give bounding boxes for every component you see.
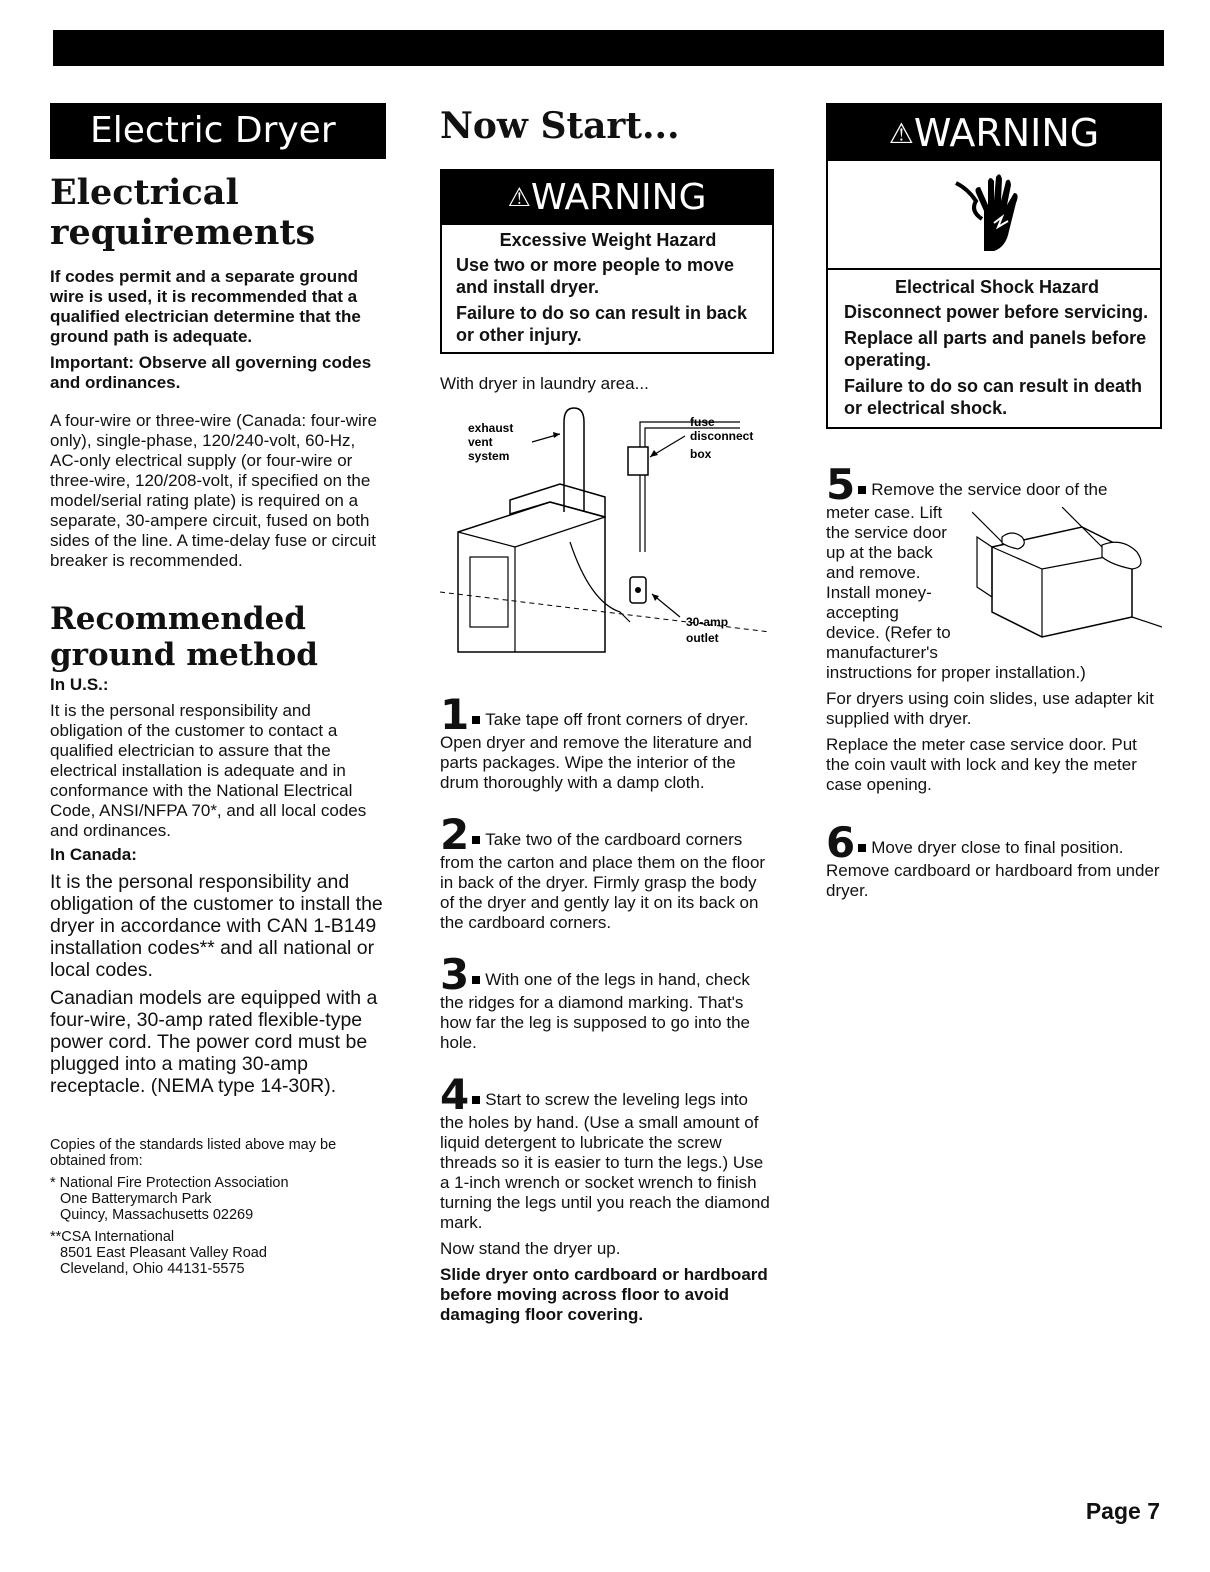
canada-text-1: It is the personal responsibility and obligation of the customer to install the dryer in accordance with CAN 1-B149 installation codes** and all national or local codes. <box>50 871 383 981</box>
shock-warning-line2: Replace all parts and panels before operating. <box>844 328 1147 370</box>
dryer-installation-figure <box>440 402 774 692</box>
step-1: 1 Take tape off front corners of dryer. Open dryer and remove the literature and parts packages. Wipe the interior of the drum thoroughly with a damp cloth. <box>440 690 752 792</box>
reference-nfpa: * National Fire Protection Association One Batterymarch Park Quincy, Massachusetts 02269 <box>50 1175 289 1223</box>
weight-warning-line1: Use two or more people to move and install dryer. <box>456 255 735 297</box>
left-column <box>50 103 386 1277</box>
step-5: 5 Remove the service door of the meter case. Lift the service door up at the back and remove. Install money- accepting device. (Refer to manufacturer's instructions for proper installation.) For dryers using coin slides, use adapter kit supplied with dryer. Replace the meter case service door. Put the coin vault with lock and key the meter case opening. <box>826 467 1162 795</box>
page-title-line2: requirements <box>50 212 316 253</box>
warning-header: ⚠WARNING <box>442 171 772 225</box>
label-disconnect: disconnect <box>690 429 754 443</box>
canada-text-2: Canadian models are equipped with a four-wire, 30-amp rated flexible-type power cord. The power cord must be plugged into a mating 30-amp receptacle. (NEMA type 14-30R). <box>50 987 378 1097</box>
shock-warning-line1: Disconnect power before servicing. <box>844 302 1149 322</box>
laundry-area-caption: With dryer in laundry area... <box>440 374 649 393</box>
now-start-title: Now Start... <box>440 105 680 147</box>
intro-text: If codes permit and a separate ground wire is used, it is recommended that a qualified electrician determine that the ground path is adequate. <box>50 267 361 346</box>
label-outlet: outlet <box>686 631 719 645</box>
top-black-bar <box>53 30 1164 66</box>
canada-label: In Canada: <box>50 845 137 864</box>
copies-note: Copies of the standards listed above may be obtained from: <box>50 1137 337 1169</box>
dryer-illustration <box>440 402 774 692</box>
shock-icon-area <box>828 161 1160 270</box>
warning-header-right: ⚠WARNING <box>828 105 1160 161</box>
supply-requirements: A four-wire or three-wire (Canada: four-wire only), single-phase, 120/240-volt, 60-Hz, AC-only electrical supply (or four-wire or three-wire, 120/208-volt, if specified on the model/serial rating plate) is required on a separate, 30-ampere circuit, fused on both sides of the line. A time-delay fuse or circuit breaker is recommended. <box>50 411 377 570</box>
page-title-line1: Electrical <box>50 172 239 213</box>
middle-column <box>440 103 774 1325</box>
us-label: In U.S.: <box>50 675 109 694</box>
label-exhaust: exhaust <box>468 421 514 435</box>
step-2: 2 Take two of the cardboard corners from the carton and place them on the floor in back of the dryer. Firmly grasp the body of the dryer and gently lay it on its back on the cardboard corners. <box>440 810 766 932</box>
reference-csa: **CSA International 8501 East Pleasant Valley Road Cleveland, Ohio 44131-5575 <box>50 1229 267 1277</box>
right-column <box>826 103 1162 901</box>
weight-hazard-title: Excessive Weight Hazard <box>499 230 717 250</box>
warning-triangle-icon: ⚠ <box>888 117 914 150</box>
step5-replace-door: Replace the meter case service door. Put the coin vault with lock and key the meter case opening. <box>826 735 1137 794</box>
label-system: system <box>468 449 510 463</box>
page-number: Page 7 <box>1085 1498 1160 1524</box>
important-note: Important: Observe all governing codes and ordinances. <box>50 353 372 392</box>
slide-dryer-note: Slide dryer onto cardboard or hardboard before moving across floor to avoid damaging floor covering. <box>440 1265 768 1324</box>
recommended-heading-line1: Recommended <box>50 601 306 637</box>
stand-dryer-text: Now stand the dryer up. <box>440 1239 621 1258</box>
label-box: box <box>690 447 712 461</box>
weight-warning-line2: Failure to do so can result in back or other injury. <box>456 303 748 345</box>
label-30-amp: 30-amp <box>686 615 729 629</box>
shock-warning-box <box>826 103 1162 429</box>
step-3: 3 With one of the legs in hand, check the ridges for a diamond marking. That's how far the leg is supposed to go into the hole. <box>440 950 750 1052</box>
step5-coin-slides: For dryers using coin slides, use adapter kit supplied with dryer. <box>826 689 1154 728</box>
shock-warning-line3: Failure to do so can result in death or electrical shock. <box>844 376 1143 418</box>
section-label: Electric Dryer <box>50 103 386 159</box>
us-text: It is the personal responsibility and obligation of the customer to contact a qualified electrician to assure that the electrical installation is adequate and in conformance with the National Electrical Code, ANSI/NFPA 70*, and all local codes and ordinances. <box>50 701 367 840</box>
step-6: 6 Move dryer close to final position. Remove cardboard or hardboard from under dryer. <box>826 818 1160 900</box>
electric-shock-hand-icon <box>954 171 1034 261</box>
shock-hazard-title: Electrical Shock Hazard <box>894 277 1100 297</box>
recommended-heading-line2: ground method <box>50 637 318 673</box>
warning-triangle-icon: ⚠ <box>507 183 531 213</box>
label-fuse: fuse <box>690 415 715 429</box>
weight-warning-box <box>440 169 774 354</box>
label-vent: vent <box>468 435 493 449</box>
step-4: 4 Start to screw the leveling legs into the holes by hand. (Use a small amount of liquid detergent to lubricate the screw threads so it is easier to turn the legs.) Use a 1-inch wrench or socket wrench to finish turning the legs until you reach the diamond mark. <box>440 1070 770 1232</box>
